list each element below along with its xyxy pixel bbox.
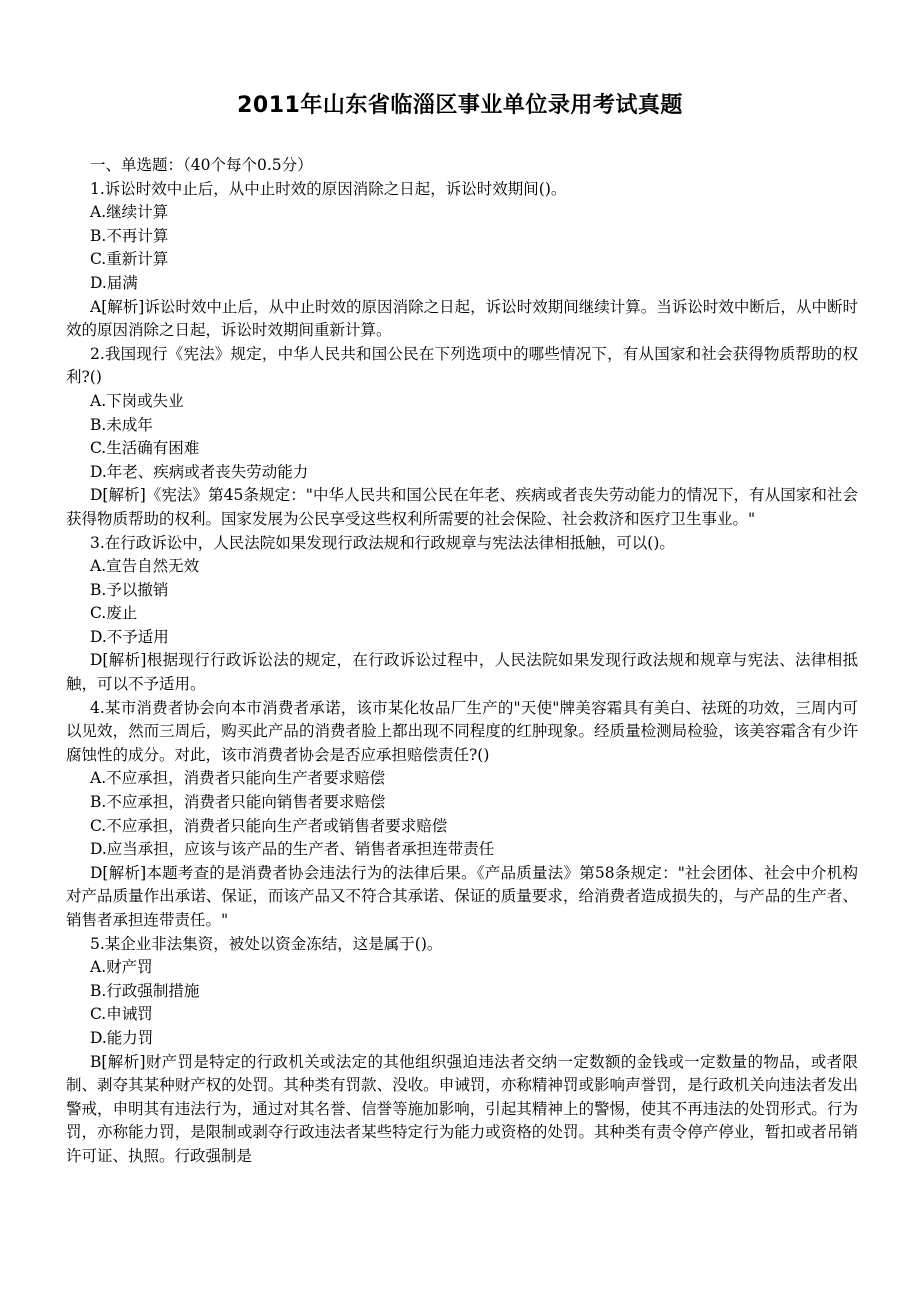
question-4-option-d: D.应当承担，应该与该产品的生产者、销售者承担连带责任	[90, 840, 495, 859]
question-5-option-a: A.财产罚	[90, 958, 153, 977]
document-body	[66, 154, 858, 1169]
question-2-option-d: D.年老、疾病或者丧失劳动能力	[90, 462, 309, 481]
document-title: 2011年山东省临淄区事业单位录用考试真题	[237, 93, 683, 118]
question-2-option-c: C.生活确有困难	[90, 439, 200, 458]
question-4-analysis: D[解析]本题考查的是消费者协会违法行为的法律后果。《产品质量法》第58条规定："社会团体、社会中介机构对产品质量作出承诺、保证，而该产品又不符合其承诺、保证的质量要求，给消费者造成损失的，与产品的生产者、销售者承担连带责任。"	[66, 863, 858, 929]
question-4-option-a: A.不应承担，消费者只能向生产者要求赔偿	[90, 769, 386, 788]
section-heading: 一、单选题：（40个每个0.5分）	[90, 156, 313, 174]
question-3-option-b: B.予以撤销	[90, 580, 169, 599]
question-4: 4.某市消费者协会向本市消费者承诺，该市某化妆品厂生产的"天使"牌美容霜具有美白、祛斑的功效，三周内可以见效，然而三周后，购买此产品的消费者脸上都出现不同程度的红肿现象。经质量检测局检验，该美容霜含有少许腐蚀性的成分。对此，该市消费者协会是否应承担赔偿责任?()	[66, 698, 858, 764]
question-5-analysis: B[解析]财产罚是特定的行政机关或法定的其他组织强迫违法者交纳一定数额的金钱或一定数量的物品，或者限制、剥夺其某种财产权的处罚。其种类有罚款、没收。申诫罚，亦称精神罚或影响声誉罚，是行政机关向违法者发出警戒，申明其有违法行为，通过对其名誉、信誉等施加影响，引起其精神上的警惕，使其不再违法的处罚形式。行为罚，亦称能力罚，是限制或剥夺行政违法者某些特定行为能力或资格的处罚。其种类有责令停产停业，暂扣或者吊销许可证、执照。行政强制是	[66, 1052, 858, 1165]
question-1: 1.诉讼时效中止后，从中止时效的原因消除之日起，诉讼时效期间()。	[90, 179, 567, 198]
question-2: 2.我国现行《宪法》规定，中华人民共和国公民在下列选项中的哪些情况下，有从国家和社会获得物质帮助的权利?()	[66, 344, 858, 387]
question-3: 3.在行政诉讼中，人民法院如果发现行政法规和行政规章与宪法法律相抵触，可以()。	[90, 533, 675, 552]
question-1-option-a: A.继续计算	[90, 203, 169, 222]
question-3-analysis: D[解析]根据现行行政诉讼法的规定，在行政诉讼过程中，人民法院如果发现行政法规和规章与宪法、法律相抵触，可以不予适用。	[66, 651, 858, 694]
question-5: 5.某企业非法集资，被处以资金冻结，这是属于()。	[90, 934, 443, 953]
question-1-option-b: B.不再计算	[90, 226, 169, 245]
question-1-option-c: C.重新计算	[90, 250, 169, 269]
question-5-option-b: B.行政强制措施	[90, 981, 200, 1000]
question-3-option-d: D.不予适用	[90, 627, 169, 646]
question-5-option-d: D.能力罚	[90, 1028, 154, 1047]
question-3-option-c: C.废止	[90, 604, 138, 623]
question-4-option-c: C.不应承担，消费者只能向生产者或销售者要求赔偿	[90, 816, 448, 835]
question-2-analysis: D[解析]《宪法》第45条规定："中华人民共和国公民在年老、疾病或者丧失劳动能力的情况下，有从国家和社会获得物质帮助的权利。国家发展为公民享受这些权利所需要的社会保险、社会救济和医疗卫生事业。"	[66, 486, 858, 528]
question-2-option-a: A.下岗或失业	[90, 391, 184, 410]
question-5-option-c: C.申诫罚	[90, 1005, 153, 1024]
question-1-option-d: D.届满	[90, 273, 138, 292]
question-3-option-a: A.宣告自然无效	[90, 557, 200, 576]
question-2-option-b: B.未成年	[90, 415, 153, 434]
question-4-option-b: B.不应承担，消费者只能向销售者要求赔偿	[90, 793, 386, 812]
question-1-analysis: A[解析]诉讼时效中止后，从中止时效的原因消除之日起，诉讼时效期间继续计算。当诉讼时效中断后，从中断时效的原因消除之日起，诉讼时效期间重新计算。	[66, 297, 858, 340]
